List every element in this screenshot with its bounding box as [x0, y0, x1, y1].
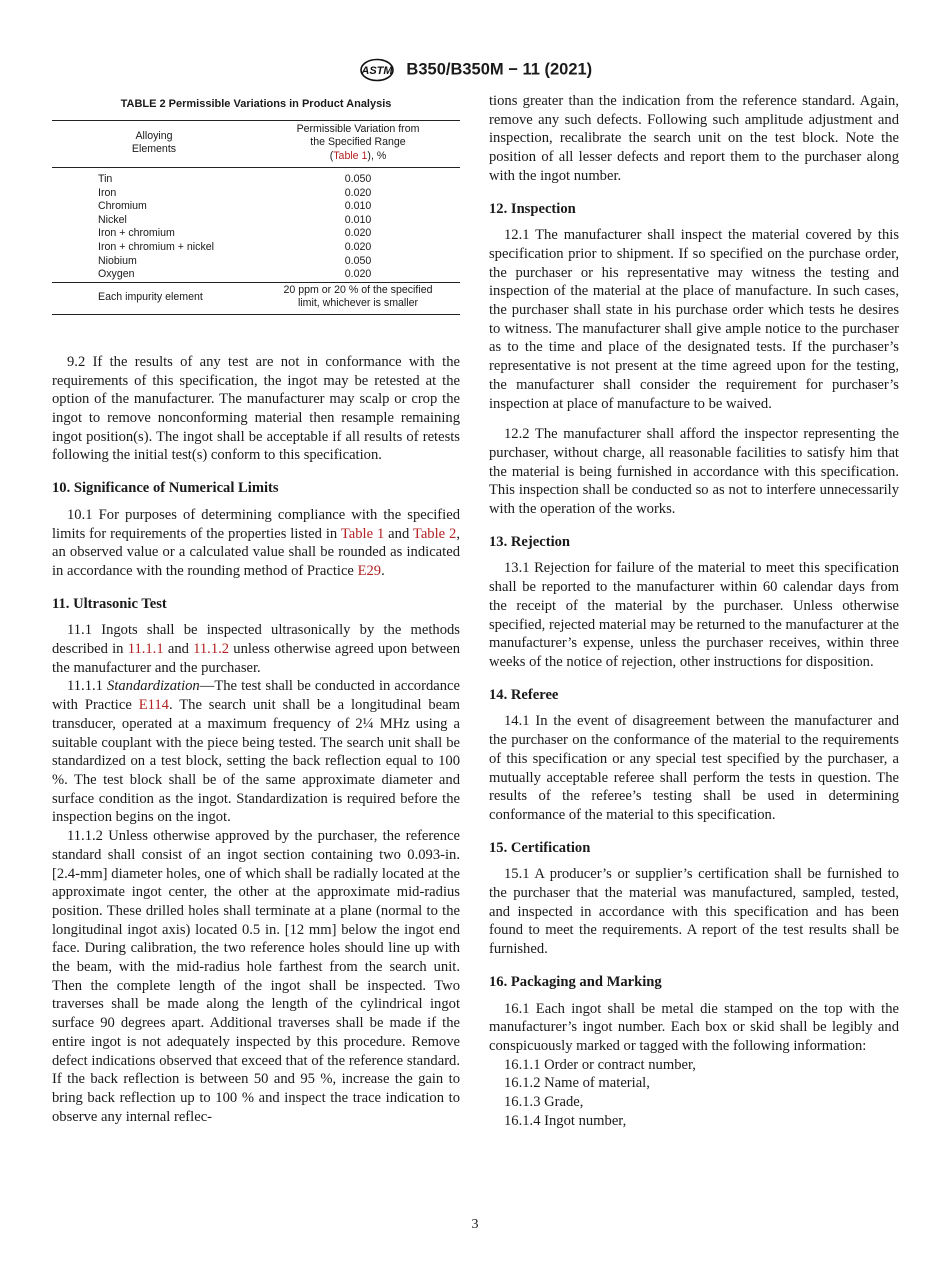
- para-continuation: tions greater than the indication from the reference standard. Again, remove any such defects. Following such amplitude adjustment and inspection, recalibrate the search unit on the test block. Note the position of all lesser defects and report them to the purchaser along with the ingot number.: [489, 93, 899, 184]
- table-2: [52, 120, 460, 315]
- para-15-1: 15.1 A producer’s or supplier’s certification shall be furnished to the purchaser that the material was manufactured, sampled, tested, and inspected in accordance with this specification and has been found to meet the requirements. A report of the test results shall be furnished.: [489, 866, 899, 958]
- left-column: [52, 92, 460, 1126]
- heading-15: 15. Certification: [489, 839, 591, 856]
- section-11-1-2-link[interactable]: 11.1.2: [193, 641, 230, 658]
- list-item: 16.1.4 Ingot number,: [504, 1112, 627, 1129]
- para-13-1: 13.1 Rejection for failure of the material to meet this specification shall be reported to the manufacturer within 60 calendar days from the receipt of the material by the purchaser. Unless otherwise specified, rejected material may be returned to the manufacturer at the manufacturer’s expense, unless the purchaser receives, within three weeks of the notice of rejection, other instructions for disposition.: [489, 560, 899, 670]
- table-row: Nickel 0.010: [98, 213, 372, 226]
- table-row: Oxygen 0.020: [98, 268, 372, 281]
- table-row: Iron 0.020: [98, 186, 372, 199]
- e29-link[interactable]: E29: [357, 562, 382, 579]
- svg-text:ASTM: ASTM: [361, 65, 393, 77]
- heading-14: 14. Referee: [489, 686, 559, 703]
- para-9-2: 9.2 If the results of any test are not in conformance with the requirements of this specification, the ingot may be retested at the option of the manufacturer. The manufacturer may scalp or crop the ingot to remove nonconforming material then resample remaining ingot position(s). The ingot shall be acceptable if all results of retests following the initial test(s) conform to this specification.: [52, 353, 460, 464]
- para-16-1: 16.1 Each ingot shall be metal die stamped on the top with the manufacturer’s ingot number. Each box or skid shall be legibly and conspicuously marked or tagged with the following information:: [489, 1000, 899, 1054]
- e114-link[interactable]: E114: [138, 697, 169, 714]
- table-row: Chromium 0.010: [98, 200, 372, 213]
- table-row: Iron + chromium + nickel 0.020: [98, 240, 372, 253]
- page-number: 3: [471, 1217, 479, 1232]
- table-row-impurity: Each impurity element 20 ppm or 20 % of the specified limit, whichever is smaller: [52, 282, 460, 314]
- list-item: 16.1.3 Grade,: [504, 1094, 584, 1111]
- list-item: 16.1.1 Order or contract number,: [504, 1056, 696, 1073]
- list-item: 16.1.2 Name of material,: [504, 1075, 650, 1092]
- right-column: [489, 92, 899, 1130]
- document-designation: B350/B350M − 11 (2021): [406, 60, 593, 79]
- para-14-1: 14.1 In the event of disagreement between the manufacturer and the purchaser on the conformance of the material to the requirements of this specification or any special test specified by the purchaser, a mutually acceptable referee shall perform the tests in question. The results of the referee’s testing shall be used in determining conformance of the material to this specification.: [489, 713, 899, 823]
- table-row: Iron + chromium 0.020: [98, 227, 372, 240]
- table-row: Tin 0.050: [98, 172, 372, 185]
- table-2-header-elements: Alloying Elements: [52, 120, 256, 168]
- para-11-1-1: 11.1.1 Standardization—The test shall be conducted in accordance with Practice E114. The search unit shall be a longitudinal beam transducer, operated at a maximum frequency of 2¼ MHz using a suitable couplant with the piece being tested. The search unit shall be standardized on a test block, setting the back reflection equal to 100 %. The test block shall be of the same approximate diameter and surface condition as the ingot. Standardization is required before the inspection begins on the ingot.: [52, 678, 460, 826]
- para-12-2: 12.2 The manufacturer shall afford the inspector representing the purchaser, without charge, all reasonable facilities to satisfy him that the material is being furnished in accordance with this specification. This inspection shall be conducted so as not to interfere unnecessarily with the operation of the works.: [489, 426, 899, 518]
- heading-10: 10. Significance of Numerical Limits: [52, 480, 279, 497]
- astm-logo-icon: [358, 58, 396, 82]
- heading-16: 16. Packaging and Marking: [489, 973, 662, 990]
- para-12-1: 12.1 The manufacturer shall inspect the material covered by this specification prior to shipment. If so specified on the purchase order, the purchaser or his representative may witness the testing and inspection of the material at the place of manufacture. In such cases, the purchaser shall state in his purchase order which tests he desires to witness. The manufacturer shall give ample notice to the purchaser as to the time and place of the designated tests. If the purchaser’s representative is not present at the time agreed upon for the testing, the manufacturer shall consider the requirement for purchaser’s inspection at place of manufacture to be waived.: [489, 227, 899, 412]
- table-1-link[interactable]: Table 1: [340, 525, 385, 542]
- table-2-header-variation: Permissible Variation from the Specified Range (Table 1), %: [256, 120, 460, 168]
- para-11-1: 11.1 Ingots shall be inspected ultrasonically by the methods described in 11.1.1 and 11.1.2 unless otherwise agreed upon between the manufacturer and the purchaser.: [52, 622, 461, 676]
- section-11-1-1-link[interactable]: 11.1.1: [127, 641, 164, 658]
- table-row: Niobium 0.050: [98, 254, 372, 267]
- page-header: [0, 58, 950, 82]
- para-10-1: 10.1 For purposes of determining compliance with the specified limits for requirements of the properties listed in Table 1 and Table 2, an observed value or a calculated value shall be rounded as indicated in accordance with the rounding method of Practice E29.: [52, 506, 460, 579]
- table-2-link[interactable]: Table 2: [412, 525, 457, 542]
- para-11-1-2: 11.1.2 Unless otherwise approved by the purchaser, the reference standard shall consist of an ingot section containing two 0.093-in. [2.4-mm] diameter holes, one of which shall be radially located at the approximate ingot center, the other at the approximate mid-radius position. These drilled holes shall terminate at a plane (normal to the longitudinal ingot axis) located 0.5 in. [12 mm] below the ingot end face. During calibration, the two reference holes should line up with the beam, with the mid-radius hole farthest from the search unit. Then the complete length of the ingot shall be inspected. Two traverses shall be made along the length of the cylindrical ingot surface 90 degrees apart. Additional traverses shall be made if the entire ingot is not adequately inspected by this procedure. Remove defect indications observed that exceed that of the reference standard. If the back reflection is between 50 and 95 %, increase the gain to bring back reflection up to 100 % and inspect the trace indication to observe any internal reflec-: [52, 828, 460, 1125]
- heading-13: 13. Rejection: [489, 533, 571, 550]
- table-1-link[interactable]: Table 1: [333, 149, 368, 162]
- heading-11: 11. Ultrasonic Test: [52, 595, 167, 612]
- heading-12: 12. Inspection: [489, 200, 576, 217]
- table-2-title: TABLE 2 Permissible Variations in Product Analysis: [120, 98, 392, 110]
